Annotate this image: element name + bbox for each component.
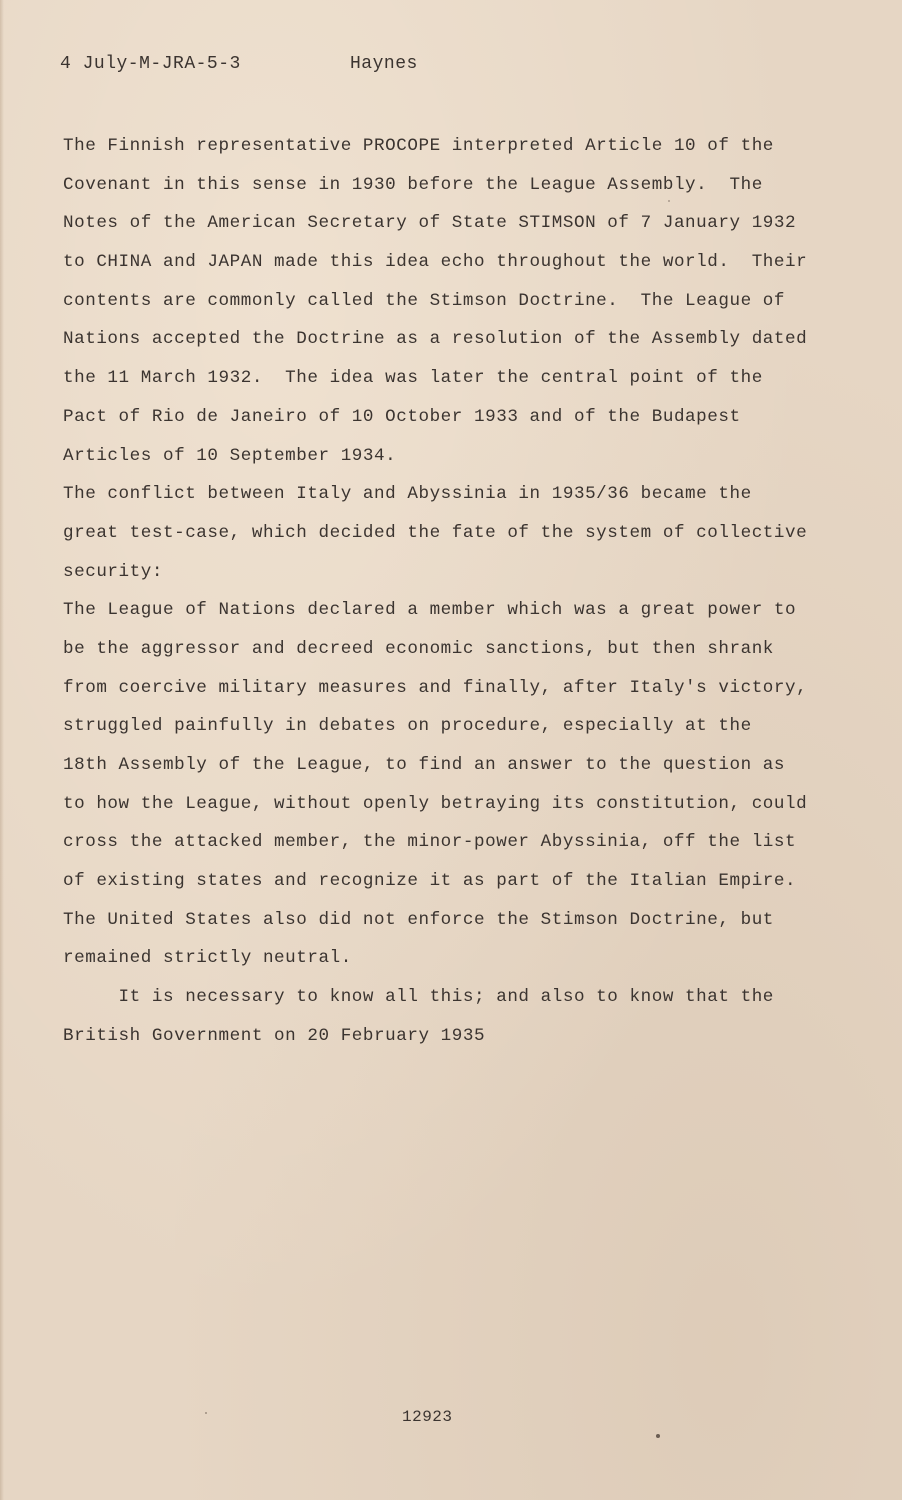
text-line: great test-case, which decided the fate of the system of collective	[63, 522, 808, 543]
text-line: security:	[63, 561, 163, 582]
text-line: Nations accepted the Doctrine as a resolution of the Assembly dated	[63, 329, 808, 350]
speaker-name: Haynes	[350, 54, 418, 74]
text-line: The conflict between Italy and Abyssinia in 1935/36 became the	[63, 484, 752, 505]
text-line: Covenant in this sense in 1930 before the League Assembly. The	[63, 174, 763, 195]
text-line: remained strictly neutral.	[63, 948, 352, 969]
page-edge-shadow	[0, 0, 4, 1500]
text-line: struggled painfully in debates on procedure, especially at the	[63, 716, 752, 737]
text-line: to CHINA and JAPAN made this idea echo throughout the world. Their	[63, 252, 808, 273]
text-line: The League of Nations declared a member which was a great power to	[63, 600, 797, 621]
page-number: 12923	[402, 1408, 453, 1426]
text-line: contents are commonly called the Stimson Doctrine. The League of	[63, 290, 786, 311]
text-line: be the aggressor and decreed economic sanctions, but then shrank	[63, 638, 774, 659]
text-line: The United States also did not enforce the Stimson Doctrine, but	[63, 909, 774, 930]
page-header	[60, 54, 418, 134]
paper-speck	[656, 1434, 660, 1438]
text-line: British Government on 20 February 1935	[63, 1025, 486, 1046]
text-line: the 11 March 1932. The idea was later the central point of the	[63, 368, 763, 389]
text-line: to how the League, without openly betraying its constitution, could	[63, 793, 808, 814]
text-line: of existing states and recognize it as part of the Italian Empire.	[63, 871, 797, 892]
text-line: Pact of Rio de Janeiro of 10 October 1933 and of the Budapest	[63, 406, 741, 427]
text-line: It is necessary to know all this; and also to know that the	[63, 987, 774, 1008]
text-line: Notes of the American Secretary of State STIMSON of 7 January 1932	[63, 213, 797, 234]
text-line: The Finnish representative PROCOPE interpreted Article 10 of the	[63, 136, 774, 156]
text-line: cross the attacked member, the minor-power Abyssinia, off the list	[63, 832, 797, 853]
text-line: from coercive military measures and finally, after Italy's victory,	[63, 677, 808, 698]
paper-speck	[205, 1412, 207, 1414]
transcript-body	[63, 127, 853, 1056]
document-reference: 4 July-M-JRA-5-3	[60, 54, 241, 74]
text-line: Articles of 10 September 1934.	[63, 445, 397, 466]
paper-speck	[668, 200, 670, 202]
text-line: 18th Assembly of the League, to find an answer to the question as	[63, 755, 786, 775]
